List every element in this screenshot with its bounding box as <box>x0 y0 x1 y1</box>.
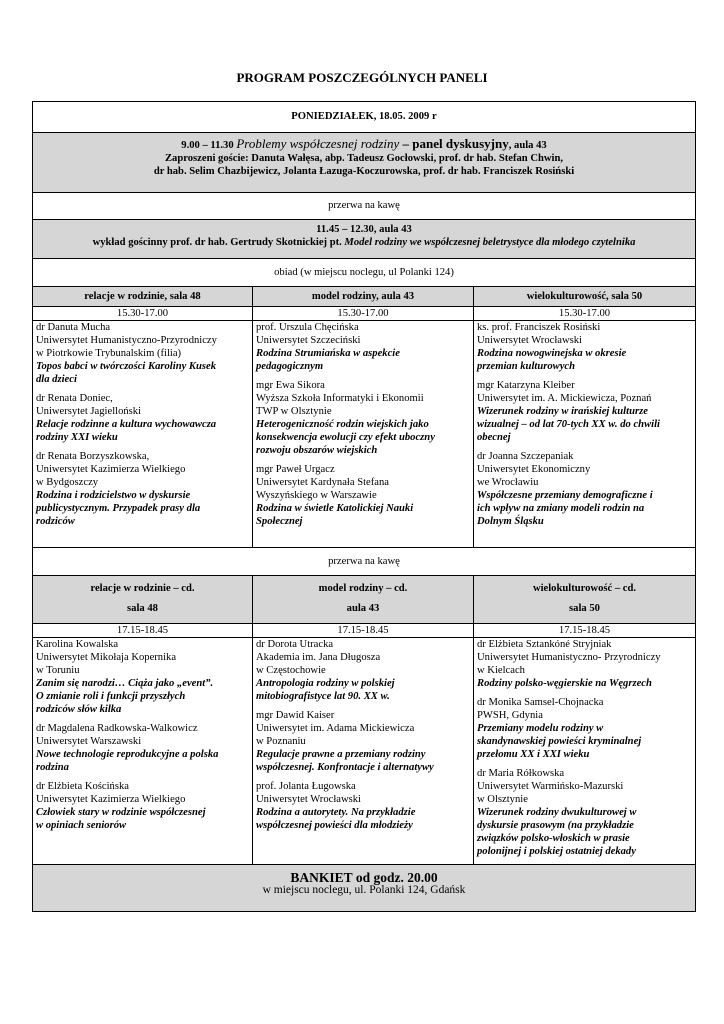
banquet-title: BANKIET od godz. 20.00 <box>290 870 438 885</box>
session2-header-col2-room: aula 43 <box>346 603 380 614</box>
session2-body-row <box>33 638 696 865</box>
speaker-info-line: Uniwersytet Wrocławski <box>256 794 361 805</box>
talk-title-line: rodzina <box>36 762 69 773</box>
talk-title-line: konsekwencja ewolucji czy efekt uboczny <box>256 432 435 443</box>
session1-header-row <box>33 287 696 307</box>
talk-title-line: obecnej <box>477 432 511 443</box>
talk-title-line: Społecznej <box>256 516 303 527</box>
speaker-entry <box>36 780 249 832</box>
speaker-info-line: dr Maria Rółkowska <box>477 768 565 779</box>
panel-time: 9.00 – 11.30 <box>181 140 237 151</box>
speaker-info-line: Uniwersytet Kazimierza Wielkiego <box>36 464 186 475</box>
speaker-info-line: Uniwersytet Kardynała Stefana <box>256 477 389 488</box>
lecture-time: 11.45 – 12.30, aula 43 <box>316 224 412 235</box>
speaker-info-line: w Olsztynie <box>477 794 528 805</box>
session1-body-row <box>33 321 696 548</box>
speaker-info-line: dr Joanna Szczepaniak <box>477 451 574 462</box>
talk-title-line: Rodzina nowogwinejska w okresie <box>477 348 627 359</box>
session2-header-col1 <box>33 576 253 624</box>
speaker-info-line: Uniwersytet Humanistyczno- Przyrodniczy <box>477 652 661 663</box>
talk-title-line: ich wpływ na zmiany modeli rodzin na <box>477 503 645 514</box>
speaker-info-line: Uniwersytet Kazimierza Wielkiego <box>36 794 186 805</box>
session1-header-col1: relacje w rodzinie, sala 48 <box>33 287 253 307</box>
speaker-info-line: w Toruniu <box>36 665 80 676</box>
talk-title-line: Wizerunek rodziny dwukulturowej w <box>477 807 637 818</box>
talk-title-line: dyskursie prasowym (na przykładzie <box>477 820 634 831</box>
talk-title-line: w opiniach seniorów <box>36 820 127 831</box>
panel-suffix: – panel dyskusyjny <box>399 136 509 151</box>
talk-title-line: Wizerunek rodziny w irańskiej kulturze <box>477 406 648 417</box>
speaker-entry <box>477 696 692 761</box>
session2-header-col1-room: sala 48 <box>127 603 158 614</box>
speaker-info-line: w Poznaniu <box>256 736 306 747</box>
lunch: obiad (w miejscu noclegu, ul Polanki 124) <box>33 259 696 287</box>
panel-room: , aula 43 <box>508 140 547 151</box>
speaker-entry <box>256 379 470 457</box>
speaker-info-line: dr Danuta Mucha <box>36 322 111 333</box>
session2-header-col3-room: sala 50 <box>569 603 600 614</box>
speaker-info-line: dr Elżbieta Sztankóné Stryjniak <box>477 639 612 650</box>
speaker-info-line: Uniwersytet Humanistyczno-Przyrodniczy <box>36 335 217 346</box>
speaker-info-line: Uniwersytet im. A. Mickiewicza, Poznań <box>477 393 652 404</box>
speaker-info-line: Uniwersytet Szczeciński <box>256 335 361 346</box>
talk-title-line: skandynawskiej powieści kryminalnej <box>477 736 642 747</box>
lecture-title: Model rodziny we współczesnej beletrystyce dla młodego czytelnika <box>344 237 636 248</box>
talk-title-line: Rodzina Strumiańska w aspekcie <box>256 348 400 359</box>
session2-time-col3: 17.15-18.45 <box>474 624 696 638</box>
lecture-description <box>36 236 692 249</box>
session2-header-col3 <box>474 576 696 624</box>
talk-title-line: Współczesne przemiany demograficzne i <box>477 490 653 501</box>
speaker-info-line: Uniwersytet Wrocławski <box>477 335 582 346</box>
speaker-info-line: dr Monika Samsel-Chojnacka <box>477 697 604 708</box>
talk-title-line: rodziców słów kilka <box>36 704 122 715</box>
speaker-info-line: Uniwersytet Mikołaja Kopernika <box>36 652 177 663</box>
speaker-info-line: Akademia im. Jana Długosza <box>256 652 381 663</box>
speaker-info-line: w Bydgoszczy <box>36 477 99 488</box>
speaker-entry <box>36 450 249 528</box>
speaker-entry <box>36 638 249 716</box>
speaker-info-line: Uniwersytet Warmińsko-Mazurski <box>477 781 624 792</box>
speaker-info-line: Wyszyńskiego w Warszawie <box>256 490 377 501</box>
speaker-info-line: PWSH, Gdynia <box>477 710 543 721</box>
banquet-cell <box>33 865 696 912</box>
speaker-entry <box>256 321 470 373</box>
session1-col1 <box>33 321 253 548</box>
talk-title-line: Rodzina a autorytety. Na przykładzie <box>256 807 416 818</box>
speaker-info-line: mgr Paweł Urgacz <box>256 464 335 475</box>
speaker-info-line: w Częstochowie <box>256 665 326 676</box>
talk-title-line: związków polsko-włoskich w prasie <box>477 833 630 844</box>
session2-col1 <box>33 638 253 865</box>
session2-time-col1: 17.15-18.45 <box>33 624 253 638</box>
session1-time-col2: 15.30-17.00 <box>253 307 474 321</box>
panel-guests-line2: dr hab. Selim Chazbijewicz, Jolanta Łazuga-Koczurowska, prof. dr hab. Franciszek Rosiński <box>153 166 575 177</box>
talk-title-line: Regulacje prawne a przemiany rodziny <box>256 749 426 760</box>
talk-title-line: Dolnym Śląsku <box>477 516 544 527</box>
speaker-info-line: mgr Dawid Kaiser <box>256 710 335 721</box>
speaker-info-line: mgr Ewa Sikora <box>256 380 325 391</box>
session2-col3 <box>474 638 696 865</box>
day-header: PONIEDZIAŁEK, 18.05. 2009 r <box>33 102 696 133</box>
speaker-entry <box>36 321 249 386</box>
session2-time-col2: 17.15-18.45 <box>253 624 474 638</box>
talk-title-line: przemian kulturowych <box>477 361 576 372</box>
talk-title-line: Rodziny polsko-węgierskie na Węgrzech <box>477 678 652 689</box>
talk-title-line: współczesnej. Konfrontacje i alternatywy <box>256 762 434 773</box>
talk-title-line: O zmianie roli i funkcji przyszłych <box>36 691 186 702</box>
speaker-entry <box>256 709 470 774</box>
talk-title-line: rodziców <box>36 516 75 527</box>
talk-title-line: Heterogeniczność rodzin wiejskich jako <box>256 419 429 430</box>
speaker-entry <box>477 450 692 528</box>
session1-col2 <box>253 321 474 548</box>
speaker-entry <box>256 638 470 703</box>
lecture-prefix: wykład gościnny prof. dr hab. Gertrudy Skotnickiej pt. <box>92 237 345 248</box>
speaker-info-line: dr Renata Borzyszkowska, <box>36 451 150 462</box>
speaker-info-line: dr Renata Doniec, <box>36 393 113 404</box>
break-1: przerwa na kawę <box>33 193 696 220</box>
speaker-info-line: w Kielcach <box>477 665 525 676</box>
break-row-1 <box>33 193 696 220</box>
talk-title-line: rodziny XXI wieku <box>36 432 118 443</box>
session2-header-col1-title: relacje w rodzinie – cd. <box>90 583 195 594</box>
talk-title-line: polonijnej i polskiej ostatniej dekady <box>477 846 636 857</box>
talk-title-line: Zanim się narodzi… Ciąża jako „event”. <box>36 678 214 689</box>
session1-header-col2: model rodziny, aula 43 <box>253 287 474 307</box>
panel-cell <box>33 133 696 193</box>
banquet-place: w miejscu noclegu, ul. Polanki 124, Gdańsk <box>262 884 466 896</box>
speaker-info-line: Uniwersytet Ekonomiczny <box>477 464 591 475</box>
talk-title-line: Człowiek stary w rodzinie współczesnej <box>36 807 206 818</box>
talk-title-line: Rodzina i rodzicielstwo w dyskursie <box>36 490 191 501</box>
day-header-row <box>33 102 696 133</box>
speaker-info-line: we Wrocławiu <box>477 477 539 488</box>
speaker-info-line: Uniwersytet Jagielloński <box>36 406 142 417</box>
talk-title-line: współczesnej powieści dla młodzieży <box>256 820 413 831</box>
break-2: przerwa na kawę <box>33 548 696 576</box>
session2-header-col2-title: model rodziny – cd. <box>318 583 408 594</box>
lunch-row <box>33 259 696 287</box>
speaker-info-line: Karolina Kowalska <box>36 639 119 650</box>
speaker-entry <box>477 379 692 444</box>
speaker-entry <box>256 780 470 832</box>
talk-title-line: Antropologia rodziny w polskiej <box>256 678 395 689</box>
talk-title-line: Topos babci w twórczości Karoliny Kusek <box>36 361 217 372</box>
speaker-entry <box>256 463 470 528</box>
program-table <box>32 101 696 912</box>
speaker-info-line: ks. prof. Franciszek Rosiński <box>477 322 601 333</box>
session2-header-col2 <box>253 576 474 624</box>
session2-time-row <box>33 624 696 638</box>
talk-title-line: Nowe technologie reprodukcyjne a polska <box>36 749 219 760</box>
page-title: PROGRAM POSZCZEGÓLNYCH PANELI <box>236 70 488 85</box>
speaker-entry <box>36 722 249 774</box>
break-row-2 <box>33 548 696 576</box>
session2-header-row <box>33 576 696 624</box>
speaker-entry <box>36 392 249 444</box>
speaker-info-line: w Piotrkowie Trybunalskim (filia) <box>36 348 182 359</box>
speaker-info-line: Uniwersytet Warszawski <box>36 736 142 747</box>
talk-title-line: Relacje rodzinne a kultura wychowawcza <box>36 419 217 430</box>
banquet-row <box>33 865 696 912</box>
session1-header-col3: wielokulturowość, sala 50 <box>474 287 696 307</box>
talk-title-line: rozwoju obszarów wiejskich <box>256 445 378 456</box>
speaker-info-line: dr Elżbieta Kościńska <box>36 781 129 792</box>
talk-title-line: wizualnej – od lat 70-tych XX w. do chwili <box>477 419 660 430</box>
speaker-entry <box>477 767 692 858</box>
session1-time-col1: 15.30-17.00 <box>33 307 253 321</box>
panel-heading <box>36 137 692 152</box>
speaker-info-line: prof. Jolanta Ługowska <box>256 781 356 792</box>
talk-title-line: publicystycznym. Przypadek prasy dla <box>36 503 201 514</box>
talk-title-line: dla dzieci <box>36 374 77 385</box>
lecture-cell <box>33 220 696 259</box>
session2-col2 <box>253 638 474 865</box>
session1-time-row <box>33 307 696 321</box>
speaker-info-line: Wyższa Szkoła Informatyki i Ekonomii <box>256 393 424 404</box>
talk-title-line: przełomu XX i XXI wieku <box>477 749 590 760</box>
talk-title-line: mitobiografistyce lat 90. XX w. <box>256 691 390 702</box>
panel-title: Problemy współczesnej rodziny <box>236 136 400 151</box>
speaker-info-line: TWP w Olsztynie <box>256 406 332 417</box>
session2-header-col3-title: wielokulturowość – cd. <box>532 583 637 594</box>
panel-guests-line1: Zaproszeni goście: Danuta Wałęsa, abp. Tadeusz Gocłowski, prof. dr hab. Stefan Chwin, <box>164 153 564 164</box>
speaker-info-line: prof. Urszula Chęcińska <box>256 322 359 333</box>
talk-title-line: Przemiany modelu rodziny w <box>477 723 604 734</box>
session1-col3 <box>474 321 696 548</box>
speaker-info-line: dr Magdalena Radkowska-Walkowicz <box>36 723 198 734</box>
speaker-entry <box>477 638 692 690</box>
talk-title-line: pedagogicznym <box>256 361 324 372</box>
talk-title-line: Rodzina w świetle Katolickiej Nauki <box>256 503 414 514</box>
speaker-entry <box>477 321 692 373</box>
speaker-info-line: Uniwersytet im. Adama Mickiewicza <box>256 723 415 734</box>
speaker-info-line: dr Dorota Utracka <box>256 639 334 650</box>
panel-row <box>33 133 696 193</box>
speaker-info-line: mgr Katarzyna Kleiber <box>477 380 575 391</box>
lecture-row <box>33 220 696 259</box>
session1-time-col3: 15.30-17.00 <box>474 307 696 321</box>
